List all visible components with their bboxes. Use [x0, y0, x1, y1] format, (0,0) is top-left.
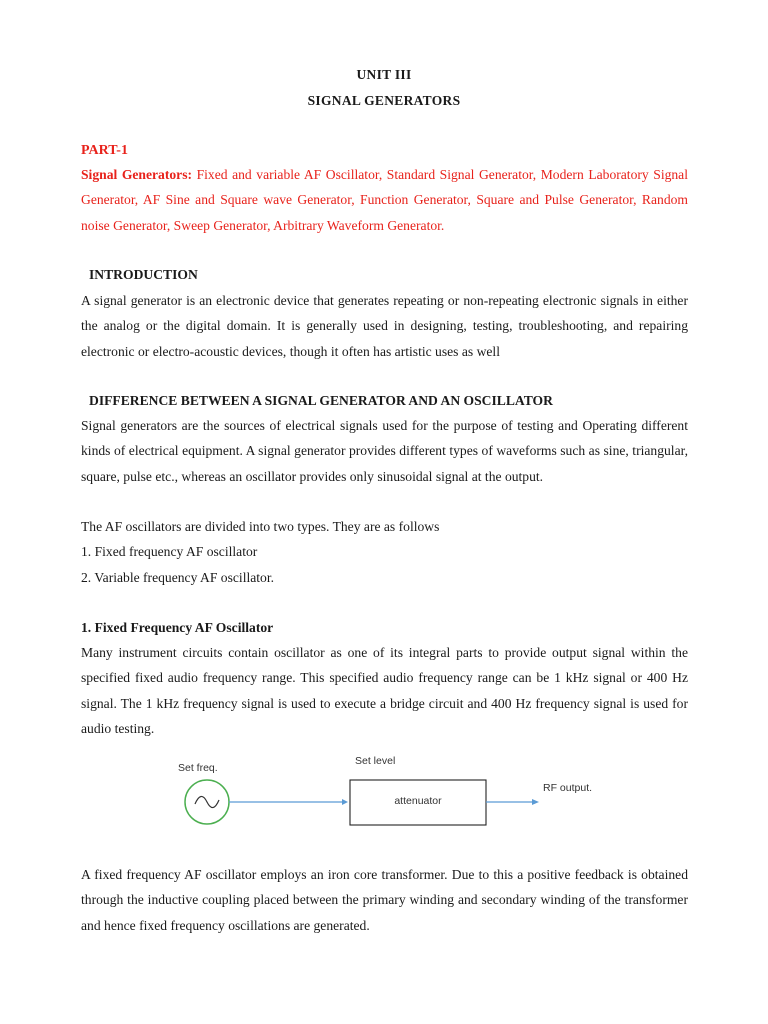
set-level-label: Set level: [355, 755, 396, 767]
set-freq-label: Set freq.: [178, 762, 218, 774]
unit-title: UNIT III: [356, 67, 412, 82]
topics-text: Fixed and variable AF Oscillator, Standard Signal Generator, Modern Laboratory Signal Generator, AF Sine and Square wave Generator, Function Generator, Square and Pulse Generator, Random noise Generator, Sweep Generator, Arbitrary Waveform Generator.: [81, 167, 688, 233]
fixed-af-paragraph-2: A fixed frequency AF oscillator employs an iron core transformer. Due to this a positive feedback is obtained through the inductive coupling placed between the primary winding and secondary winding of the transformer and hence fixed frequency oscillations are generated.: [81, 867, 688, 933]
topics-label: Signal Generators:: [81, 167, 193, 182]
introduction-paragraph: A signal generator is an electronic device that generates repeating or non-repeating electronic signals in either the analog or the digital domain. It is generally used in designing, testing, troubleshooting, and repairing electronic or electro-acoustic devices, though it often has artistic uses as well: [81, 293, 688, 359]
connector-arrowhead: [342, 799, 348, 805]
page-title: SIGNAL GENERATORS: [307, 93, 461, 108]
attenuator-label: attenuator: [394, 795, 442, 807]
fixed-af-paragraph: Many instrument circuits contain oscillator as one of its integral parts to provide output signal within the specified fixed audio frequency range. This specified audio frequency range can be 1 kHz signal or 400 Hz signal. The 1 kHz frequency signal is used to execute a bridge circuit and 400 Hz frequency signal is used for audio testing.: [81, 645, 688, 736]
sine-wave-icon: [195, 796, 219, 807]
type-item-1: 1. Fixed frequency AF oscillator: [81, 544, 258, 559]
difference-paragraph: Signal generators are the sources of electrical signals used for the purpose of testing and Operating different kinds of electrical equipment. A signal generator provides different types of waveforms such as sine, triangular, square, pulse etc., whereas an oscillator provides only sinusoidal signal at the output.: [81, 418, 688, 484]
part-label: PART-1: [81, 143, 128, 158]
type-item-2: 2. Variable frequency AF oscillator.: [81, 570, 275, 585]
introduction-heading: INTRODUCTION: [89, 267, 198, 282]
output-label: RF output.: [543, 782, 593, 794]
topics-paragraph: [81, 162, 688, 238]
difference-heading: DIFFERENCE BETWEEN A SIGNAL GENERATOR AND AN OSCILLATOR: [89, 393, 553, 408]
output-arrowhead: [532, 799, 539, 805]
fixed-af-heading: 1. Fixed Frequency AF Oscillator: [81, 620, 274, 635]
types-intro: The AF oscillators are divided into two types. They are as follows: [81, 519, 440, 534]
